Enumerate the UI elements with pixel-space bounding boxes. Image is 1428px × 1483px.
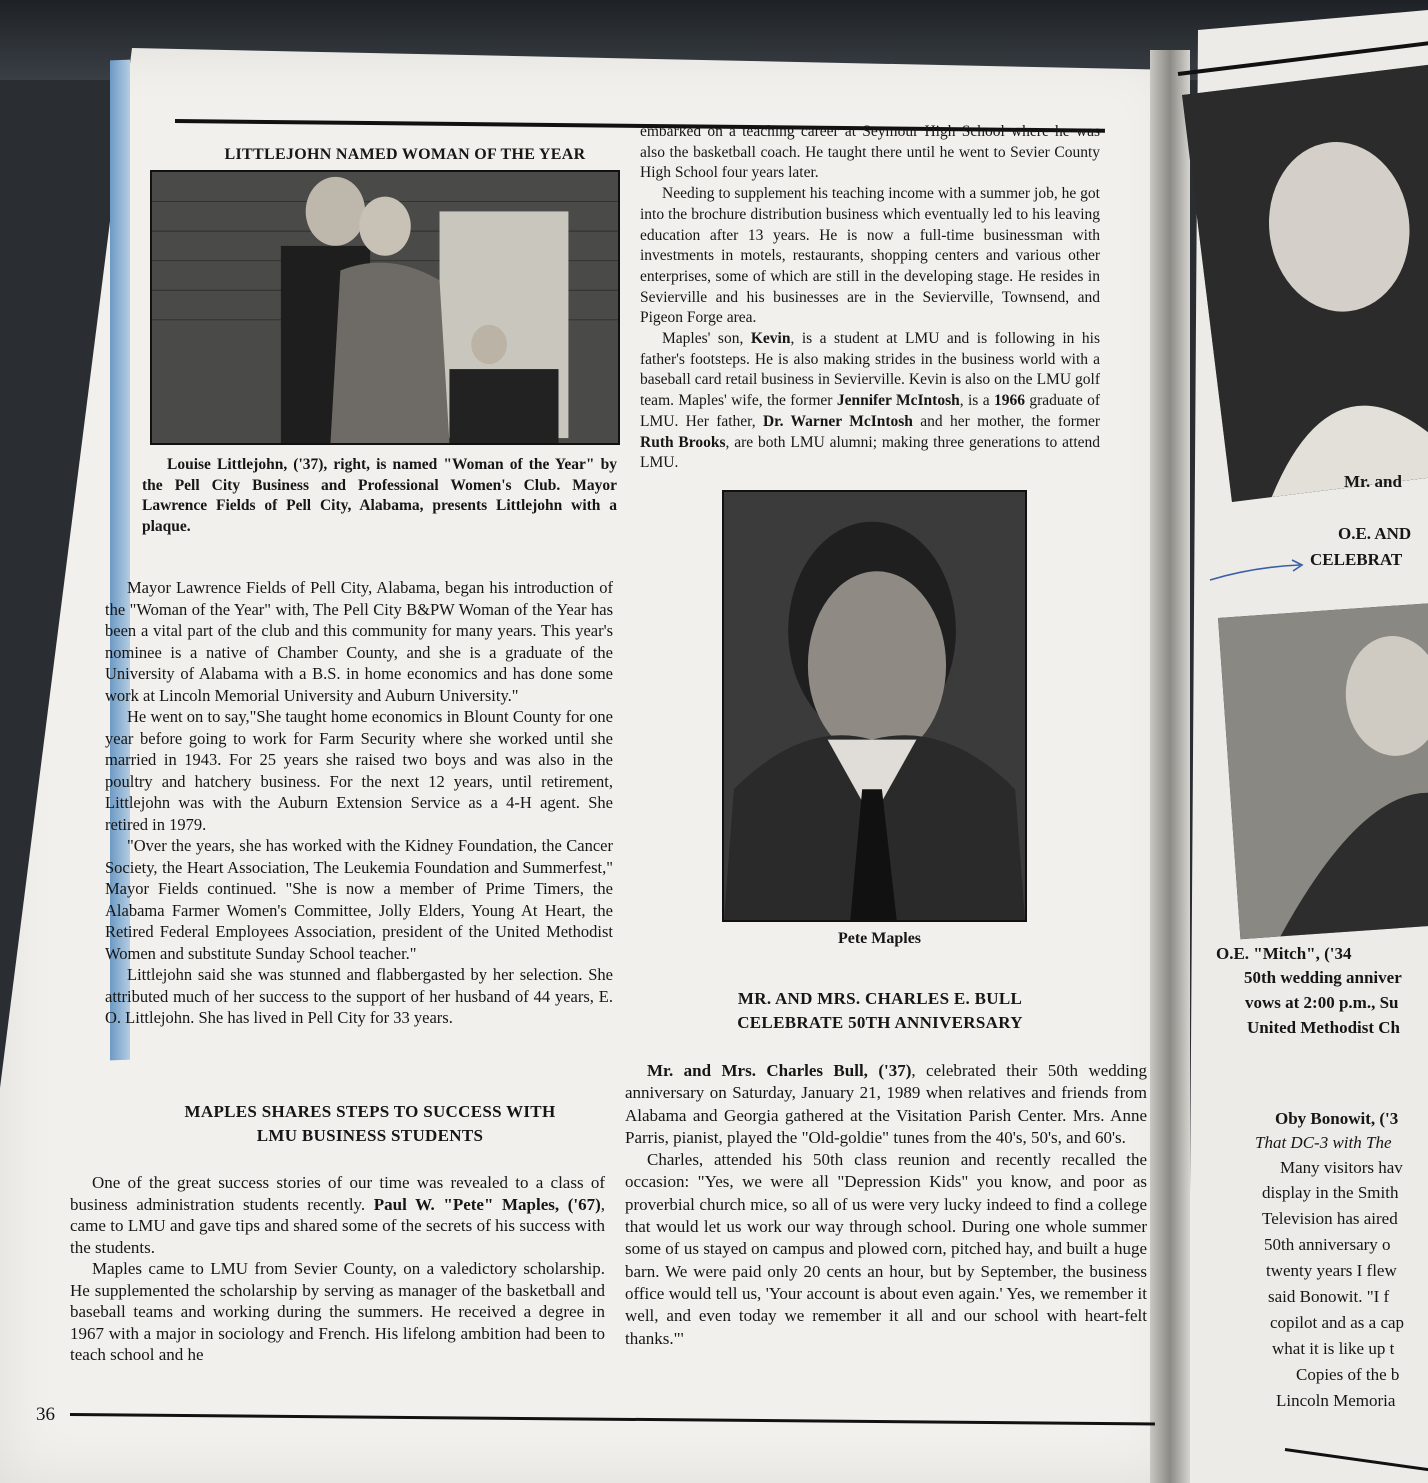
right-caption-2-line: O.E. "Mitch", ('34 xyxy=(1216,944,1352,963)
article2-col2-text: , is a xyxy=(959,392,990,410)
article2-col2-text: , is a student at LMU and is following in his father's footsteps. He is also making strides in the business world with a baseball card retail business in Sevierville. Kevin is also on the LMU golf team. Maples' wife, the former xyxy=(640,330,1100,410)
name-kevin: Kevin xyxy=(750,330,791,348)
article2-col2-text: Maples' son, xyxy=(662,330,744,348)
littlejohn-photo-caption: Louise Littlejohn, ('37), right, is named "Woman of the Year" by the Pell City Business and Professional Women's Club. Mayor Lawrence Fields of Pell City, Alabama, presents Littlejohn with a plaque. xyxy=(142,456,617,535)
article3-headline-line2: CELEBRATE 50TH ANNIVERSARY xyxy=(737,1013,1023,1032)
right-text-line: said Bonowit. "I f xyxy=(1268,1287,1390,1306)
article2-p1-text: One of the great success stories of our time was revealed to a class of business administration students recently. xyxy=(70,1173,605,1214)
right-caption-2-line: United Methodist Ch xyxy=(1247,1018,1401,1037)
page-number: 36 xyxy=(36,1404,55,1425)
book-gutter xyxy=(1150,50,1190,1483)
article2-col2-text: and her mother, the former xyxy=(920,412,1101,430)
right-caption-2-line: vows at 2:00 p.m., Su xyxy=(1245,993,1399,1012)
right-text-italic: That DC-3 with The xyxy=(1255,1133,1392,1152)
right-text-line: Television has aired xyxy=(1262,1209,1398,1228)
right-text-line: copilot and as a cap xyxy=(1270,1313,1405,1332)
article2-headline-line2: LMU BUSINESS STUDENTS xyxy=(256,1126,484,1145)
article2-headline xyxy=(110,1100,630,1148)
right-text-line: Lincoln Memoria xyxy=(1276,1391,1396,1410)
article1-paragraph: "Over the years, she has worked with the Kidney Foundation, the Cancer Society, the Heart Association, The Leukemia Foundation and Summerfest," Mayor Fields continued. "She is now a member of Prime Timers, the Alabama Farmer Women's Committee, Jolly Elders, Young At Heart, the Retired Federal Employees Association, president of the United Methodist Women and substitute Sunday School teacher." xyxy=(105,836,613,963)
right-headline-line2: CELEBRAT xyxy=(1310,550,1403,569)
pete-maples-caption: Pete Maples xyxy=(837,930,922,947)
article2-body-col2 xyxy=(640,122,1100,474)
article3-p1-name: Mr. and Mrs. Charles Bull, ('37) xyxy=(647,1061,912,1080)
article2-col2-p1: embarked on a teaching career at Seymour High School where he was also the basketball coach. He taught there until he went to Sevier County High School four years later. xyxy=(640,123,1100,182)
right-text-line xyxy=(1255,1131,1392,1154)
right-text-line: Copies of the b xyxy=(1296,1365,1400,1384)
article3-headline-line1: MR. AND MRS. CHARLES E. BULL xyxy=(737,989,1023,1008)
article1-paragraph: Mayor Lawrence Fields of Pell City, Alabama, began his introduction of the "Woman of the Year" with, The Pell City B&PW Woman of the Year has been a vital part of the club and this community for many years. This year's nominee is a native of Chamber County, and she is a graduate of the University of Alabama with a B.S. in home economics and has done some work at Lincoln Memorial University and Auburn University." xyxy=(105,578,613,705)
article3-body xyxy=(625,1060,1147,1350)
graduation-year: 1966 xyxy=(993,392,1025,410)
article2-col2-text: , are both LMU alumni; making three generations to attend LMU. xyxy=(640,433,1101,472)
article2-p1-name: Paul W. "Pete" Maples, ('67) xyxy=(373,1194,601,1214)
name-ruth: Ruth Brooks xyxy=(640,433,726,451)
name-warner: Dr. Warner McIntosh xyxy=(762,412,913,430)
article2-col2-p2: Needing to supplement his teaching income with a summer job, he got into the brochure distribution business which eventually led to his leaving education after 13 years. He is now a full-time businessman with investments in motels, restaurants, shopping centers and various other enterprises, some of which are still in the developing stage. He resides in Sevierville and his businesses are in the Sevierville, Townsend, and Pigeon Forge area. xyxy=(640,185,1100,327)
littlejohn-photo xyxy=(150,170,620,445)
pen-arrow xyxy=(1208,555,1308,585)
article3-headline xyxy=(660,987,1100,1035)
article1-body xyxy=(105,577,613,1029)
article2-p1-text: , came to LMU and gave tips and shared some of the secrets of his success with the students. xyxy=(70,1194,606,1257)
right-text-line: display in the Smith xyxy=(1262,1183,1399,1202)
right-page-photo-bottom xyxy=(1218,602,1428,939)
article3-p2: Charles, attended his 50th class reunion and recently recalled the occasion: "Yes, we were all "Depression Kids" you know, and poor as proverbial church mice, so all of us were very lucky indeed to find a college that would let us work our way through school. During one whole summer some of us stayed on campus and plowed corn, pitched hay, and built a huge barn. We were paid only 20 cents an hour, but by September, the business office would tell us, 'Your account is about even again.' Yes, we remember it well, and even today we remember it all and our school with heart-felt thanks."' xyxy=(625,1150,1147,1348)
article2-p2: Maples came to LMU from Sevier County, on a valedictory scholarship. He supplemented the scholarship by serving as manager of the basketball and baseball teams and working during the summers. He received a degree in 1967 with a major in sociology and French. His lifelong ambition had been to teach school and he xyxy=(70,1259,605,1364)
article2-col2-text: graduate of LMU. Her father, xyxy=(640,392,1100,430)
name-jennifer: Jennifer McIntosh xyxy=(836,392,960,410)
right-text-line: Many visitors hav xyxy=(1280,1158,1403,1177)
right-bold-line: Oby Bonowit, ('3 xyxy=(1275,1109,1399,1128)
article2-body-col1 xyxy=(70,1172,605,1366)
right-text-line: what it is like up t xyxy=(1272,1339,1395,1358)
article1-paragraph: Littlejohn said she was stunned and flabbergasted by her selection. She attributed much of her success to the support of her husband of 44 years, E. O. Littlejohn. She has lived in Pell City for 33 years. xyxy=(105,965,613,1027)
right-text-line: 50th anniversary o xyxy=(1264,1235,1391,1254)
article3-p1-text: , celebrated their 50th wedding anniversary on Saturday, January 21, 1989 when relatives and friends from Alabama and Georgia gathered at the Visitation Parish Center. Mrs. Anne Parris, pianist, played the "Old-goldie" tunes from the 40's, 50's, and 60's. xyxy=(625,1061,1147,1147)
right-caption-1: Mr. and xyxy=(1344,472,1402,491)
article2-headline-line1: MAPLES SHARES STEPS TO SUCCESS WITH xyxy=(184,1102,556,1121)
right-caption-2-line: 50th wedding anniver xyxy=(1244,968,1402,987)
article1-headline: LITTLEJOHN NAMED WOMAN OF THE YEAR xyxy=(224,146,586,163)
right-text-line: twenty years I flew xyxy=(1266,1261,1397,1280)
pete-maples-photo xyxy=(722,490,1027,922)
article1-paragraph: He went on to say,"She taught home economics in Blount County for one year before going to work for Farm Security where she worked until she married in 1943. For 25 years she raised two boys and was also in the poultry and hatchery business. For the next 12 years, until retirement, Littlejohn was with the Auburn Extension Service as a 4-H agent. She retired in 1979. xyxy=(105,707,613,834)
right-headline-line1: O.E. AND xyxy=(1338,524,1412,543)
